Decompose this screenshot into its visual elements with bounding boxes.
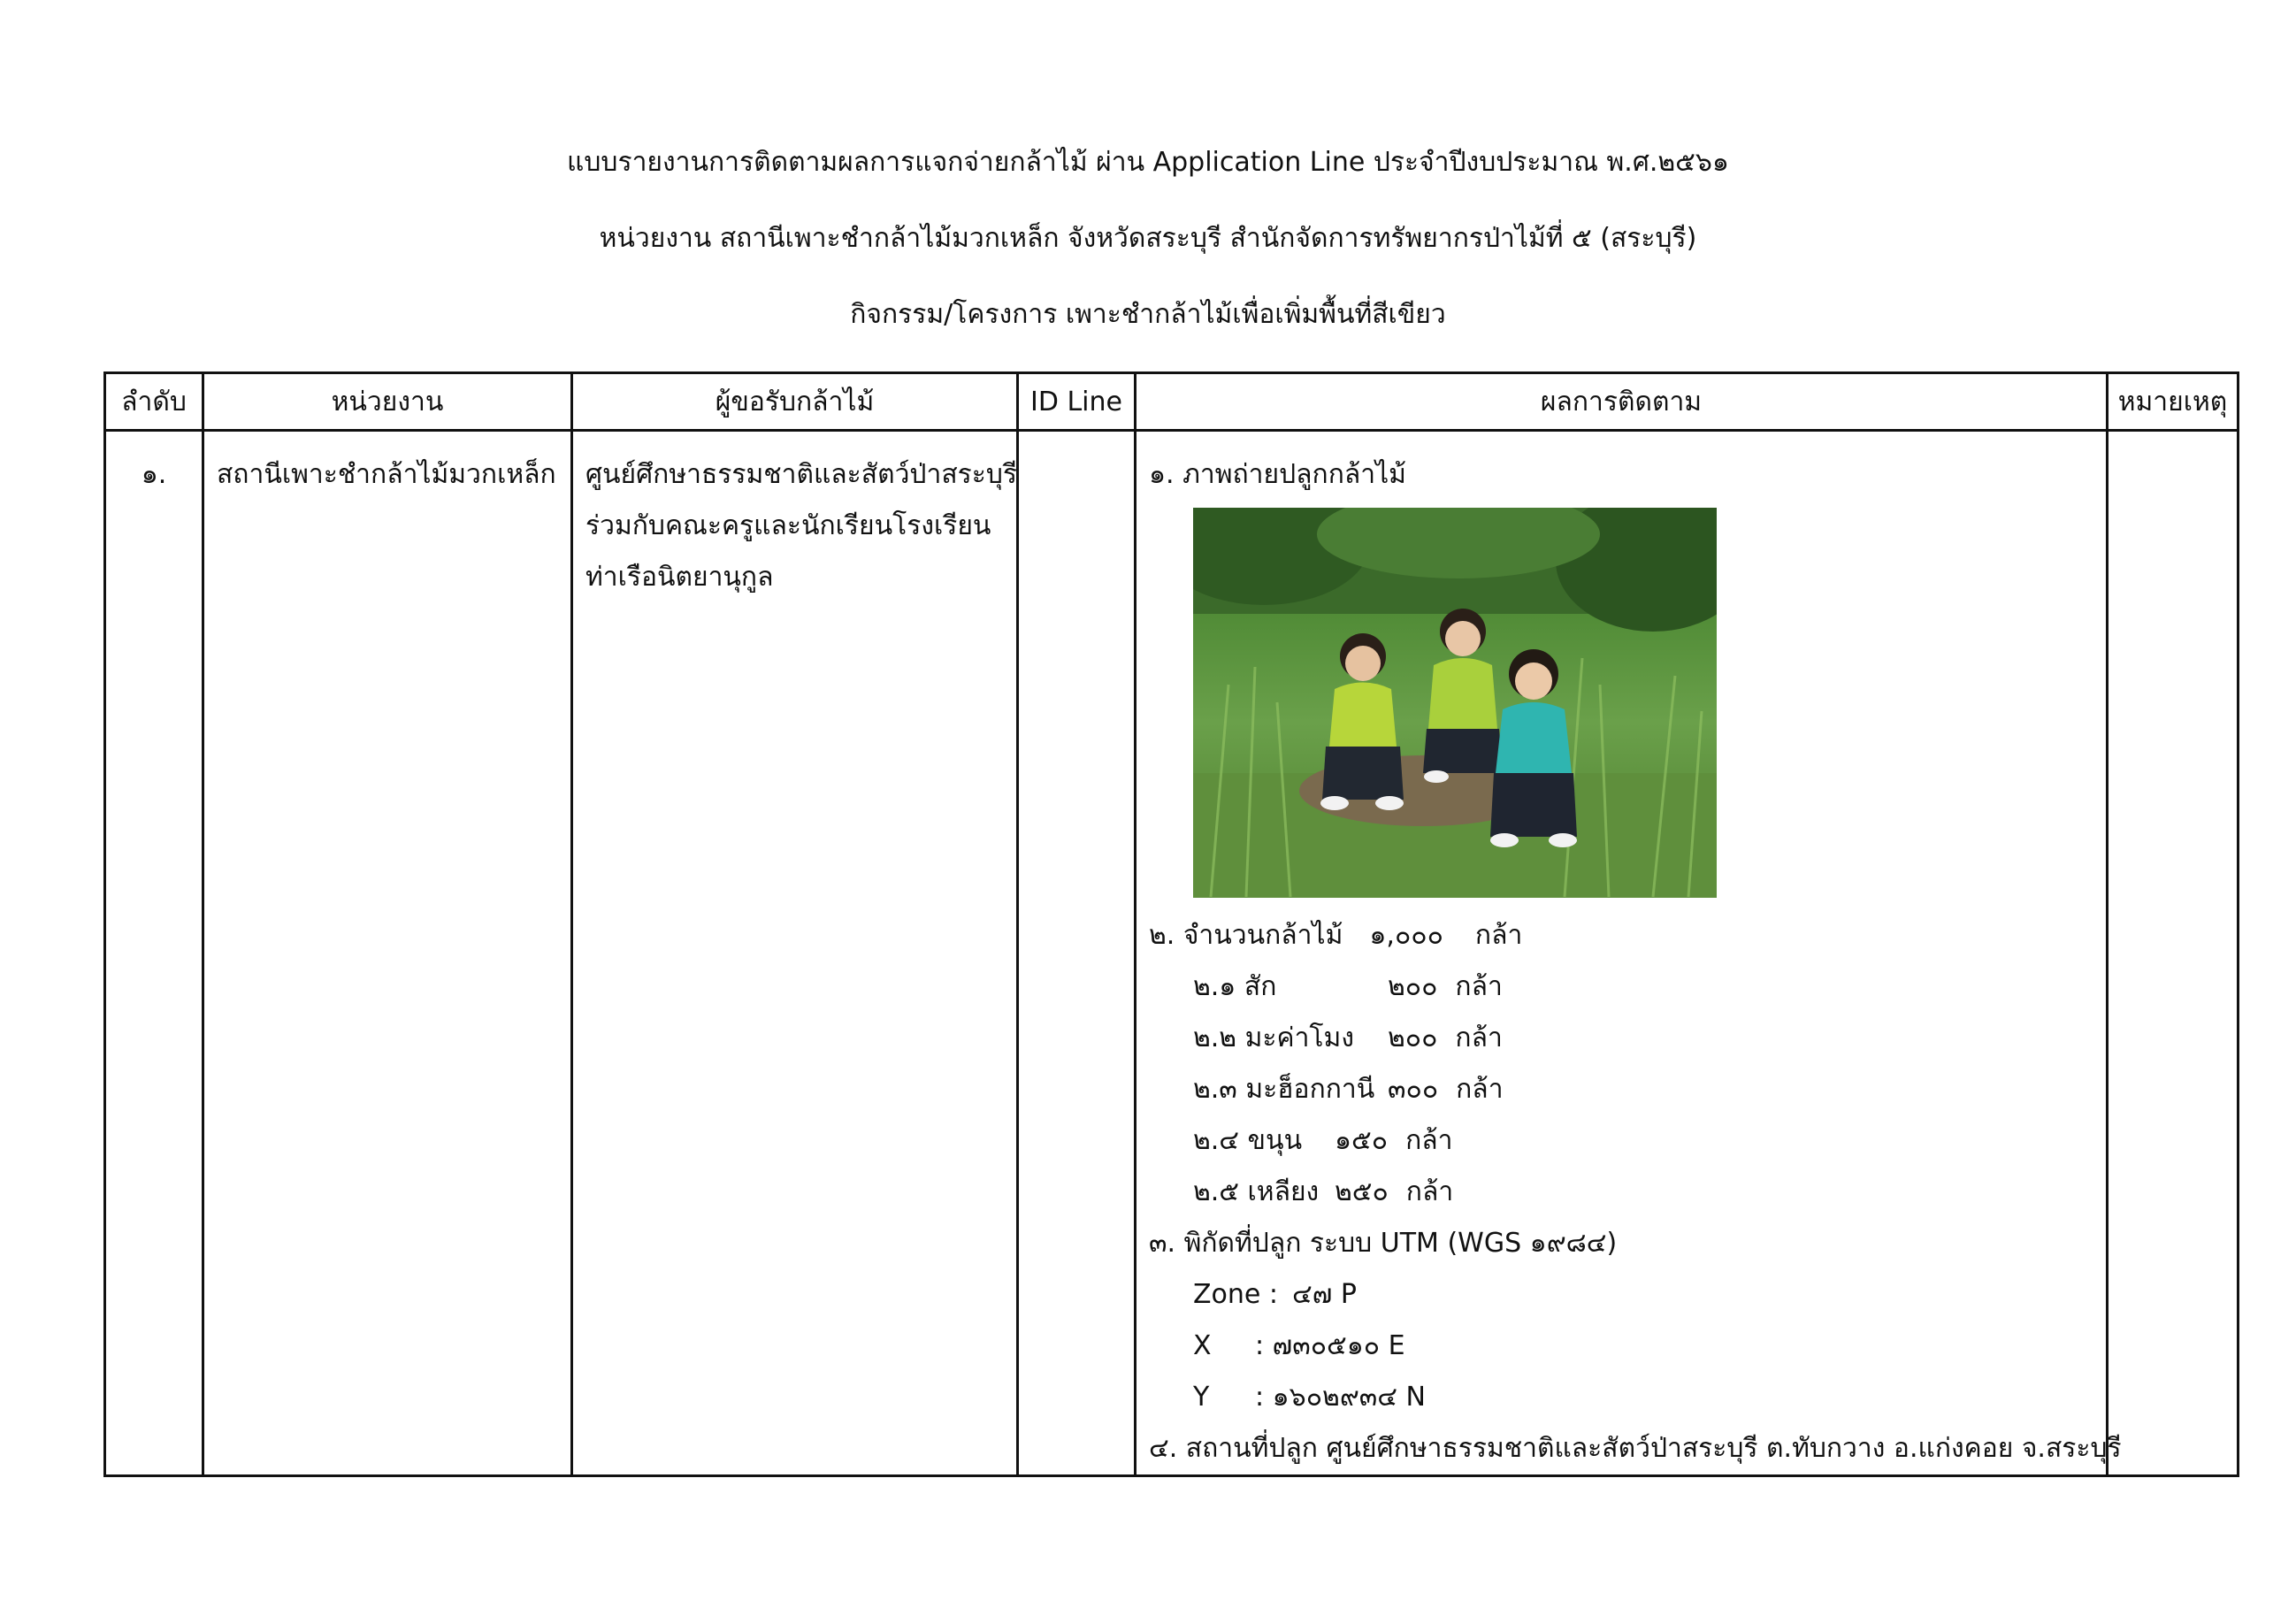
table-header-row: [105, 373, 2239, 431]
recipient-line: ร่วมกับคณะครูและนักเรียนโรงเรียน: [585, 510, 991, 541]
result-item-photo: ๑. ภาพถ่ายปลูกกล้าไม้: [1149, 459, 1406, 490]
column-header-agency: หน่วยงาน: [203, 373, 572, 431]
recipient-line: ท่าเรือนิตยานุกูล: [585, 562, 774, 593]
species-unit: กล้า: [1455, 971, 1503, 1002]
species-unit: กล้า: [1405, 1125, 1453, 1156]
result-item-coordinates: ๓. พิกัดที่ปลูก ระบบ UTM (WGS ๑๙๘๔): [1149, 1228, 1618, 1259]
quantity-label: ๒. จำนวนกล้าไม้: [1149, 920, 1343, 951]
row-result: [1136, 431, 2122, 1476]
species-row: [1149, 1167, 2093, 1218]
column-header-result: ผลการติดตาม: [1136, 373, 2108, 431]
zone-value: ๔๗ P: [1292, 1279, 1357, 1310]
species-label: ๒.๓ มะฮ็อกกานี: [1193, 1074, 1375, 1105]
y-value: : ๑๖๐๒๙๓๔ N: [1255, 1382, 1426, 1413]
column-header-recipient: ผู้ขอรับกล้าไม้: [572, 373, 1018, 431]
report-table: [103, 371, 2239, 1477]
species-qty: ๑๕๐: [1335, 1125, 1389, 1156]
coord-zone: [1149, 1269, 2093, 1321]
recipient-line: ศูนย์ศึกษาธรรมชาติและสัตว์ป่าสระบุรี: [585, 459, 1018, 490]
species-qty: ๒๕๐: [1335, 1176, 1389, 1207]
species-row: [1149, 1013, 2093, 1064]
activity-heading: กิจกรรม/โครงการ เพาะชำกล้าไม้เพื่อเพิ่มพื้นที่สีเขียว: [850, 299, 1446, 330]
row-id-line: [1018, 431, 1136, 1476]
y-label: Y: [1193, 1382, 1210, 1413]
row-remark: [2108, 431, 2239, 1476]
quantity-unit: กล้า: [1474, 920, 1523, 951]
species-label: ๒.๒ มะค่าโมง: [1193, 1022, 1354, 1053]
column-header-seq: ลำดับ: [105, 373, 203, 431]
planting-photo: [1193, 508, 1717, 898]
species-label: ๒.๕ เหลียง: [1193, 1176, 1320, 1207]
species-row: [1149, 1115, 2093, 1167]
species-qty: ๒๐๐: [1388, 971, 1438, 1002]
row-seq: ๑.: [105, 431, 203, 1476]
species-label: ๒.๔ ขนุน: [1193, 1125, 1303, 1156]
column-header-remark: หมายเหตุ: [2108, 373, 2239, 431]
result-item-quantity: [1149, 910, 2093, 961]
result-item-location: ๔. สถานที่ปลูก ศูนย์ศึกษาธรรมชาติและสัตว์ป่าสระบุรี ต.ทับกวาง อ.แก่งคอย จ.สระบุรี: [1149, 1433, 2122, 1464]
zone-label: Zone :: [1193, 1279, 1279, 1310]
coord-x: [1149, 1321, 2093, 1372]
column-header-id-line: ID Line: [1018, 373, 1136, 431]
table-row: [105, 431, 2239, 1476]
x-label: X: [1193, 1330, 1212, 1361]
species-qty: ๒๐๐: [1388, 1022, 1438, 1053]
species-label: ๒.๑ สัก: [1193, 971, 1277, 1002]
species-unit: กล้า: [1456, 1074, 1504, 1105]
x-value: : ๗๓๐๕๑๐ E: [1255, 1330, 1405, 1361]
species-row: [1149, 1064, 2093, 1115]
species-unit: กล้า: [1405, 1176, 1454, 1207]
species-row: [1149, 961, 2093, 1013]
species-qty: ๓๐๐: [1388, 1074, 1439, 1105]
agency-heading: หน่วยงาน สถานีเพาะชำกล้าไม้มวกเหล็ก จังหวัดสระบุรี สำนักจัดการทรัพยากรป่าไม้ที่ ๕ (สระบุรี): [599, 223, 1697, 254]
quantity-value: ๑,๐๐๐: [1369, 920, 1443, 951]
coord-y: [1149, 1372, 2093, 1423]
row-recipient: [572, 431, 1018, 1476]
report-title: แบบรายงานการติดตามผลการแจกจ่ายกล้าไม้ ผ่าน Application Line ประจำปีงบประมาณ พ.ศ.๒๕๖๑: [567, 147, 1729, 178]
species-unit: กล้า: [1455, 1022, 1503, 1053]
row-agency: สถานีเพาะชำกล้าไม้มวกเหล็ก: [203, 431, 572, 1476]
